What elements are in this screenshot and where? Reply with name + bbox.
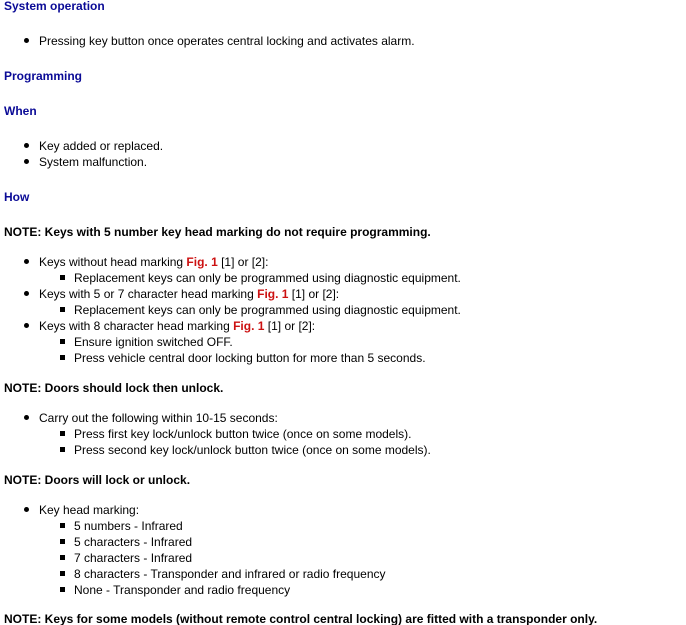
- list-item: Keys without head marking Fig. 1 [1] or [2]:: [39, 255, 268, 269]
- note-transponder-only: NOTE: Keys for some models (without remote control central locking) are fitted with a transponder only.: [4, 612, 598, 625]
- list-item: Keys with 5 or 7 character head marking Fig. 1 [1] or [2]:: [39, 287, 339, 301]
- bullet-square-icon: [60, 587, 65, 592]
- sub-list-item: 8 characters - Transponder and infrared or radio frequency: [74, 567, 386, 581]
- heading-how: How: [4, 190, 30, 204]
- sub-list-item: None - Transponder and radio frequency: [74, 583, 290, 597]
- figure-reference[interactable]: Fig. 1: [186, 255, 218, 269]
- sub-list-item: Ensure ignition switched OFF.: [74, 335, 233, 349]
- sub-list-item: 5 numbers - Infrared: [74, 519, 183, 533]
- bullet-square-icon: [60, 447, 65, 452]
- bullet-square-icon: [60, 355, 65, 360]
- list-item: Keys with 8 character head marking Fig. 1 [1] or [2]:: [39, 319, 315, 333]
- note-doors-will-lock: NOTE: Doors will lock or unlock.: [4, 473, 191, 487]
- heading-when: When: [4, 104, 37, 118]
- bullet-disc-icon: [24, 323, 29, 328]
- bullet-square-icon: [60, 275, 65, 280]
- list-item: Key added or replaced.: [39, 139, 163, 153]
- sub-list-item: Replacement keys can only be programmed using diagnostic equipment.: [74, 303, 461, 317]
- bullet-disc-icon: [24, 259, 29, 264]
- sub-list-item: Press vehicle central door locking button for more than 5 seconds.: [74, 351, 426, 365]
- bullet-disc-icon: [24, 507, 29, 512]
- bullet-square-icon: [60, 539, 65, 544]
- bullet-disc-icon: [24, 38, 29, 43]
- note-no-programming: NOTE: Keys with 5 number key head marking do not require programming.: [4, 225, 431, 239]
- bullet-square-icon: [60, 431, 65, 436]
- bullet-disc-icon: [24, 143, 29, 148]
- bullet-square-icon: [60, 339, 65, 344]
- bullet-disc-icon: [24, 159, 29, 164]
- sub-list-item: 7 characters - Infrared: [74, 551, 192, 565]
- bullet-square-icon: [60, 523, 65, 528]
- note-doors-lock-unlock: NOTE: Doors should lock then unlock.: [4, 381, 224, 395]
- figure-reference[interactable]: Fig. 1: [233, 319, 265, 333]
- bullet-disc-icon: [24, 291, 29, 296]
- sub-list-item: Replacement keys can only be programmed using diagnostic equipment.: [74, 271, 461, 285]
- list-item: Key head marking:: [39, 503, 139, 517]
- figure-reference[interactable]: Fig. 1: [257, 287, 289, 301]
- heading-system-operation: System operation: [4, 0, 105, 13]
- bullet-square-icon: [60, 555, 65, 560]
- sub-list-item: Press second key lock/unlock button twice (once on some models).: [74, 443, 431, 457]
- heading-programming: Programming: [4, 69, 83, 83]
- list-item: Carry out the following within 10-15 seconds:: [39, 411, 278, 425]
- list-item: System malfunction.: [39, 155, 147, 169]
- bullet-square-icon: [60, 571, 65, 576]
- sub-list-item: Press first key lock/unlock button twice (once on some models).: [74, 427, 411, 441]
- bullet-disc-icon: [24, 415, 29, 420]
- sub-list-item: 5 characters - Infrared: [74, 535, 192, 549]
- list-item: Pressing key button once operates central locking and activates alarm.: [39, 34, 415, 48]
- bullet-square-icon: [60, 307, 65, 312]
